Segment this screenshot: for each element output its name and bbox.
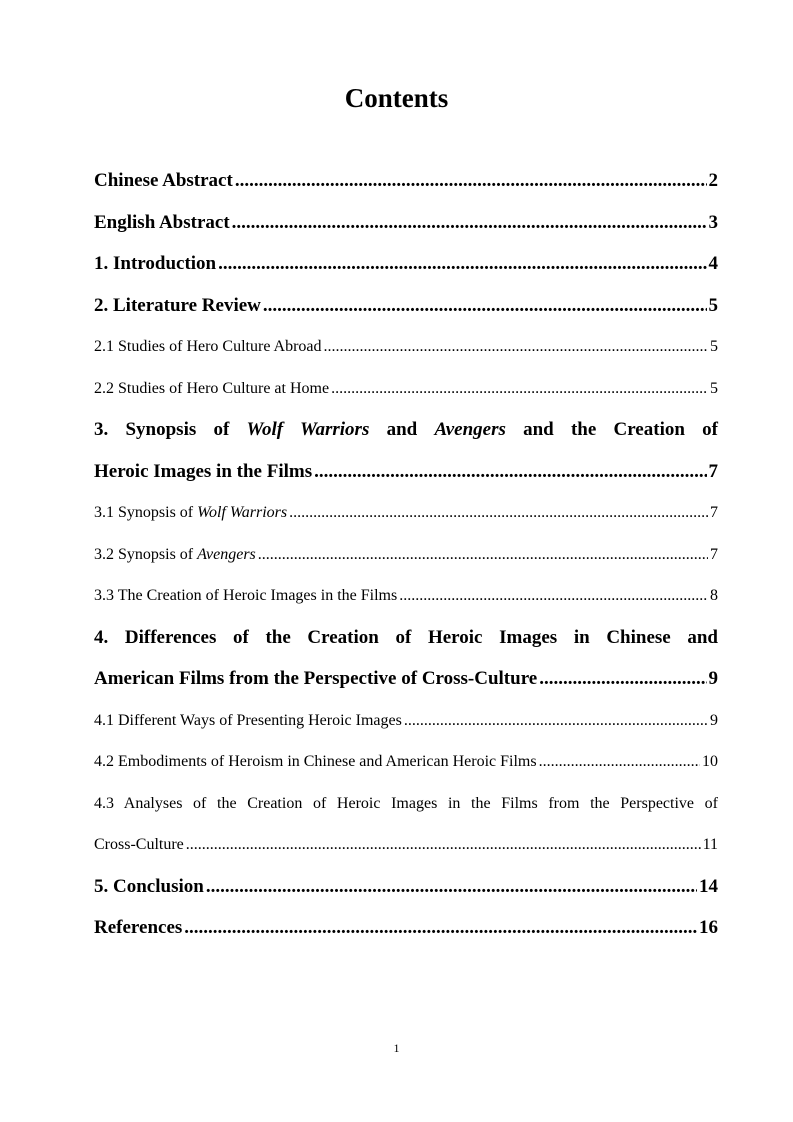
toc-entry-label-line2: Heroic Images in the Films (94, 460, 313, 482)
toc-leader-dots (324, 326, 708, 368)
film-title-avengers: Avengers (197, 545, 256, 563)
toc-entry-label: 2.1 Studies of Hero Culture Abroad (94, 338, 322, 355)
toc-entry-3-1[interactable] (94, 492, 718, 534)
toc-entry-english-abstract[interactable] (94, 202, 718, 244)
toc-page-number: 9 (708, 668, 718, 689)
toc-entry-label-line1: 3. Synopsis of Wolf Warriors and Avengers and the Creation of (94, 419, 718, 440)
toc-entry-label: 1. Introduction (94, 253, 217, 274)
toc-leader-dots (186, 824, 701, 866)
toc-entry-conclusion[interactable] (94, 866, 718, 908)
toc-page-number: 11 (702, 836, 718, 853)
toc-leader-dots (206, 866, 697, 908)
toc-leader-dots (331, 368, 708, 410)
page-footer-number: 1 (393, 1041, 400, 1055)
toc-leader-dots (539, 741, 700, 783)
toc-entry-label: 3.2 Synopsis of Avengers (94, 545, 256, 563)
toc-entry-label: 3.1 Synopsis of Wolf Warriors (94, 504, 288, 521)
toc-entry-label-line2: Cross-Culture (94, 836, 184, 853)
toc-entry-label: 5. Conclusion (94, 875, 204, 897)
table-of-contents (94, 160, 718, 949)
toc-page-number: 2 (708, 170, 718, 191)
toc-leader-dots (184, 907, 697, 949)
page-title: Contents (344, 83, 449, 113)
toc-entry-literature-review[interactable] (94, 285, 718, 327)
toc-page-number: 16 (699, 917, 718, 938)
toc-entry-label-line1: 4.3 Analyses of the Creation of Heroic Images in the Films from the Perspective of (94, 794, 718, 812)
toc-entry-label-line2: American Films from the Perspective of Cross-Culture (94, 668, 538, 689)
film-title-wolf-warriors: Wolf Warriors (246, 419, 370, 440)
toc-page-number: 7 (710, 545, 718, 563)
toc-entry-label: References (94, 917, 183, 938)
toc-page-number: 7 (708, 460, 718, 482)
toc-leader-dots (232, 202, 707, 244)
toc-entry-label: 2. Literature Review (94, 294, 261, 316)
toc-leader-dots (235, 160, 707, 202)
toc-entry-introduction[interactable] (94, 243, 718, 285)
toc-entry-2-1[interactable] (94, 326, 718, 368)
toc-entry-3-2[interactable] (94, 534, 718, 576)
toc-page-number: 10 (702, 753, 718, 770)
film-title-avengers: Avengers (434, 419, 506, 440)
toc-leader-dots (263, 285, 707, 327)
film-title-wolf-warriors: Wolf Warriors (197, 504, 288, 521)
toc-entry-chinese-abstract[interactable] (94, 160, 718, 202)
toc-leader-dots (539, 658, 706, 700)
toc-entry-label: 3.3 The Creation of Heroic Images in the Films (94, 587, 398, 604)
toc-page-number: 5 (710, 379, 718, 397)
toc-entry-label: English Abstract (94, 211, 230, 233)
toc-entry-label: 4.2 Embodiments of Heroism in Chinese and American Heroic Films (94, 753, 537, 770)
toc-page-number: 3 (708, 211, 718, 233)
toc-leader-dots (404, 700, 708, 742)
toc-leader-dots (289, 492, 708, 534)
toc-leader-dots (399, 575, 708, 617)
toc-leader-dots (314, 451, 706, 493)
toc-entry-label: 4.1 Different Ways of Presenting Heroic Images (94, 711, 402, 729)
toc-leader-dots (218, 243, 706, 285)
toc-page-number: 8 (710, 587, 718, 604)
toc-entry-references[interactable] (94, 907, 718, 949)
toc-page-number: 5 (710, 338, 718, 355)
toc-page-number: 4 (708, 253, 718, 274)
toc-entry-3-3[interactable] (94, 575, 718, 617)
toc-page-number: 7 (710, 504, 718, 521)
toc-entry-synopsis[interactable] (94, 409, 718, 492)
toc-entry-label: Chinese Abstract (94, 170, 233, 191)
toc-page-number: 14 (699, 875, 718, 897)
toc-leader-dots (258, 534, 708, 576)
toc-entry-4-3[interactable] (94, 783, 718, 866)
toc-page-number: 9 (710, 711, 718, 729)
toc-page-number: 5 (708, 294, 718, 316)
toc-entry-2-2[interactable] (94, 368, 718, 410)
toc-entry-differences[interactable] (94, 617, 718, 700)
toc-entry-label-line1: 4. Differences of the Creation of Heroic Images in Chinese and (94, 626, 718, 648)
toc-entry-4-2[interactable] (94, 741, 718, 783)
toc-entry-4-1[interactable] (94, 700, 718, 742)
toc-entry-label: 2.2 Studies of Hero Culture at Home (94, 379, 330, 397)
